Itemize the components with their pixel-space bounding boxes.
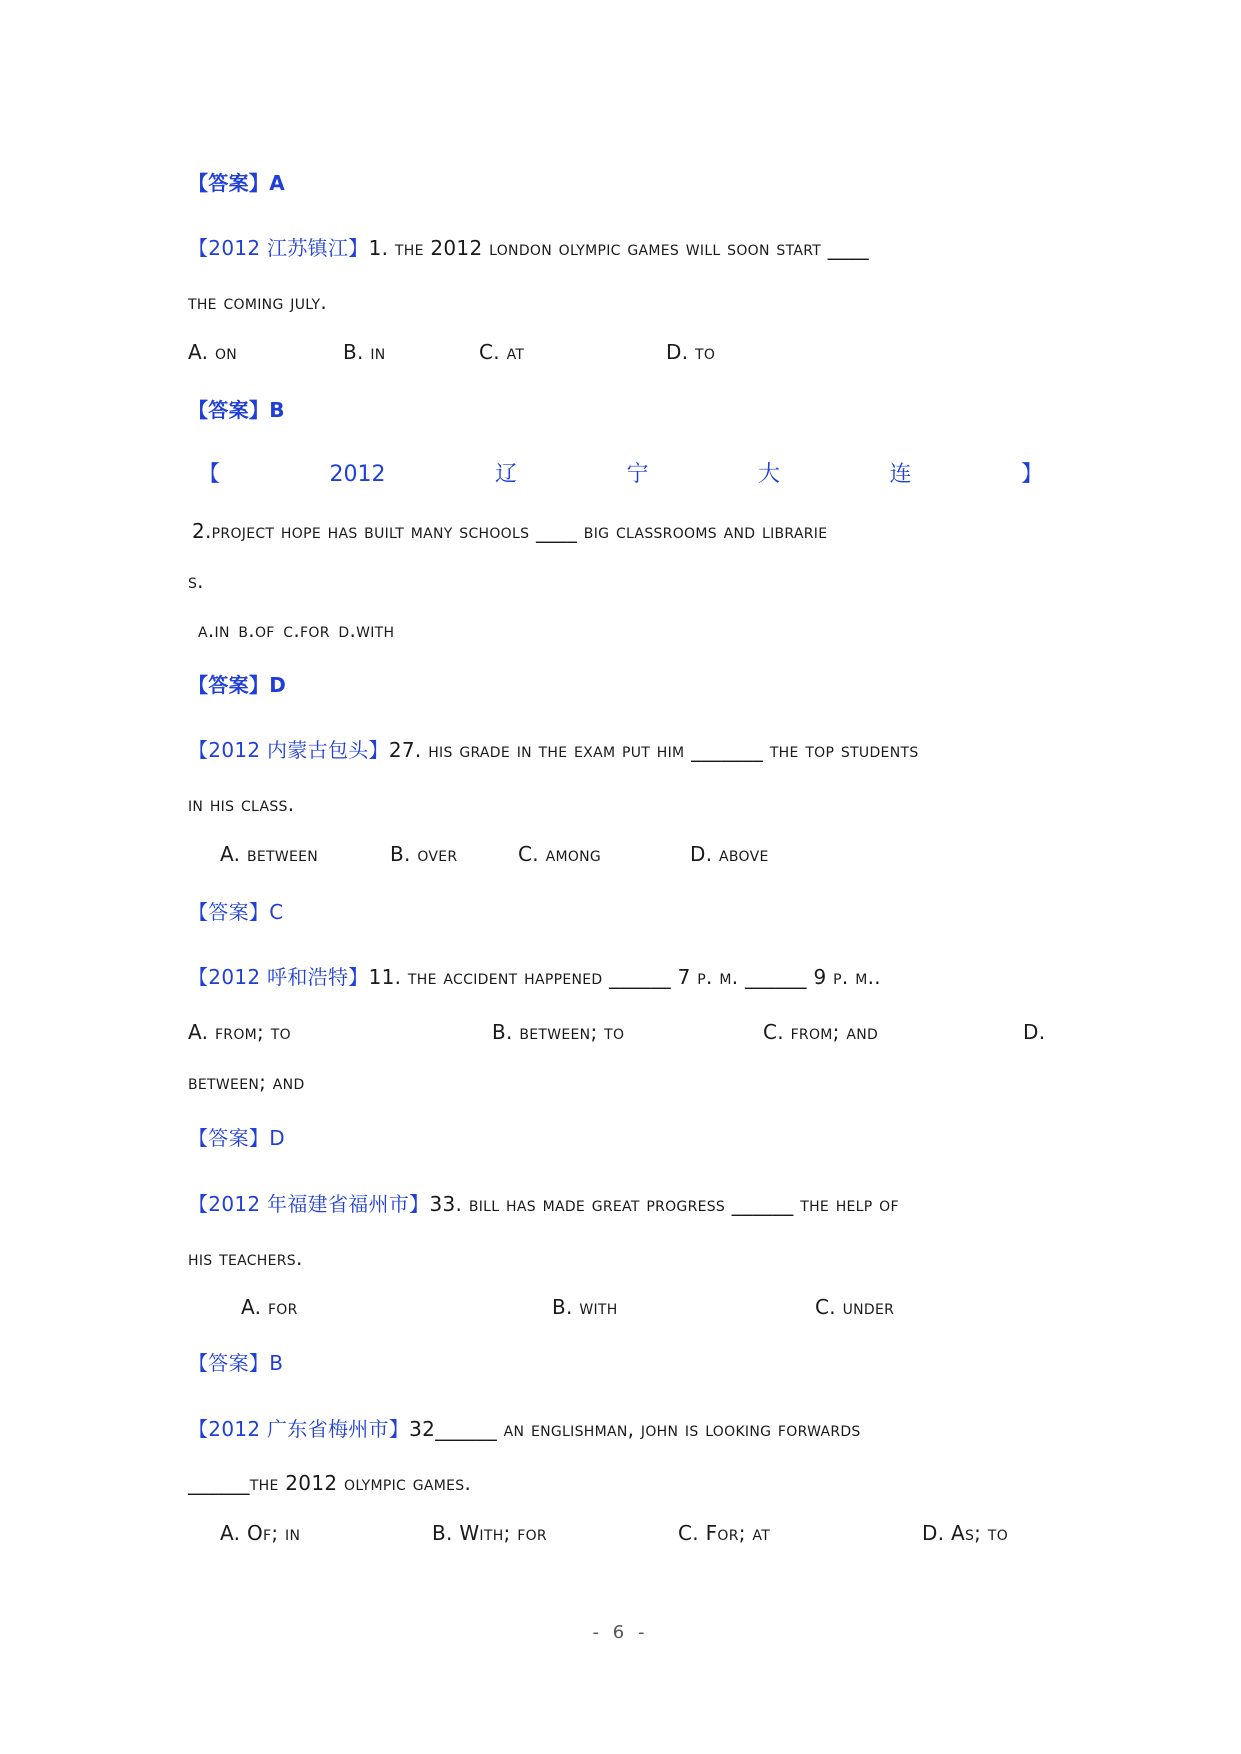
question-6-option-b: B. With; for: [432, 1521, 547, 1545]
question-3-source: 【2012 内蒙古包头】: [188, 738, 389, 762]
question-2-options: a.in b.of c.for d.with: [198, 618, 395, 642]
question-4-line-1: [188, 964, 881, 990]
question-3-text: 27. his grade in the exam put him _______ the top students: [388, 738, 919, 762]
question-4-option-a: A. from; to: [188, 1020, 291, 1044]
question-1-option-d: D. to: [666, 340, 716, 364]
question-1-text: 1. the 2012 london olympic games will soon start ____: [368, 236, 869, 260]
answer-label: 【答案】D: [188, 1126, 285, 1150]
question-5-source: 【2012 年福建省福州市】: [188, 1192, 430, 1216]
question-2-text-cont: s.: [188, 569, 204, 593]
source-part: 宁: [626, 462, 649, 487]
answer-label: 【答案】A: [188, 171, 285, 195]
question-3-option-d: D. above: [690, 842, 769, 866]
question-6-line-2: ______the 2012 olympic games.: [188, 1471, 472, 1495]
question-3-option-c: C. among: [518, 842, 602, 866]
source-part: 】: [1020, 462, 1043, 487]
source-part: 大: [757, 462, 780, 487]
question-4-option-d: D.: [1023, 1020, 1046, 1044]
question-4-option-b: B. between; to: [492, 1020, 625, 1044]
question-6-option-c: C. For; at: [678, 1521, 771, 1545]
question-5-option-c: C. under: [815, 1295, 895, 1319]
answer-label: 【答案】B: [188, 1351, 284, 1375]
question-4-text: 11. the accident happened ______ 7 p. m. ______ 9 p. m..: [368, 965, 881, 989]
question-6-line-1: [188, 1416, 861, 1442]
question-1-option-b: B. in: [343, 340, 386, 364]
question-1-source: 【2012 江苏镇江】: [188, 236, 369, 260]
question-6-source: 【2012 广东省梅州市】: [188, 1417, 410, 1441]
question-4-source: 【2012 呼和浩特】: [188, 965, 369, 989]
source-part: 【: [198, 462, 221, 487]
source-part: 2012: [329, 462, 386, 487]
question-3-option-b: B. over: [390, 842, 458, 866]
question-4-option-d-cont: between; and: [188, 1070, 305, 1094]
answer-label: 【答案】B: [188, 398, 285, 422]
question-5-option-b: B. with: [552, 1295, 618, 1319]
question-2-text: 2.project hope has built many schools ____ big classrooms and librarie: [192, 519, 828, 543]
source-part: 辽: [494, 462, 517, 487]
question-4-option-c: C. from; and: [763, 1020, 879, 1044]
answer-label: 【答案】D: [188, 673, 287, 697]
question-1-line-1: [188, 235, 869, 261]
question-1-option-a: A. on: [188, 340, 238, 364]
question-3-line-1: [188, 737, 919, 763]
question-5-line-2: his teachers.: [188, 1246, 303, 1270]
page-number: - 6 -: [592, 1622, 649, 1643]
question-5-option-a: A. for: [241, 1295, 298, 1319]
question-3-option-a: A. between: [220, 842, 319, 866]
question-5-text: 33. bill has made great progress ______ the help of: [429, 1192, 899, 1216]
question-2-source: [198, 462, 1043, 488]
question-1-option-c: C. at: [479, 340, 525, 364]
question-6-option-a: A. Of; in: [220, 1521, 301, 1545]
question-6-text: 32______ an englishman, john is looking forwards: [409, 1417, 861, 1441]
question-6-option-d: D. As; to: [922, 1521, 1009, 1545]
question-5-line-1: [188, 1191, 899, 1217]
source-part: 连: [889, 462, 912, 487]
question-3-line-2: in his class.: [188, 792, 295, 816]
question-1-line-2: the coming july.: [188, 290, 327, 314]
answer-label: 【答案】C: [188, 900, 284, 924]
